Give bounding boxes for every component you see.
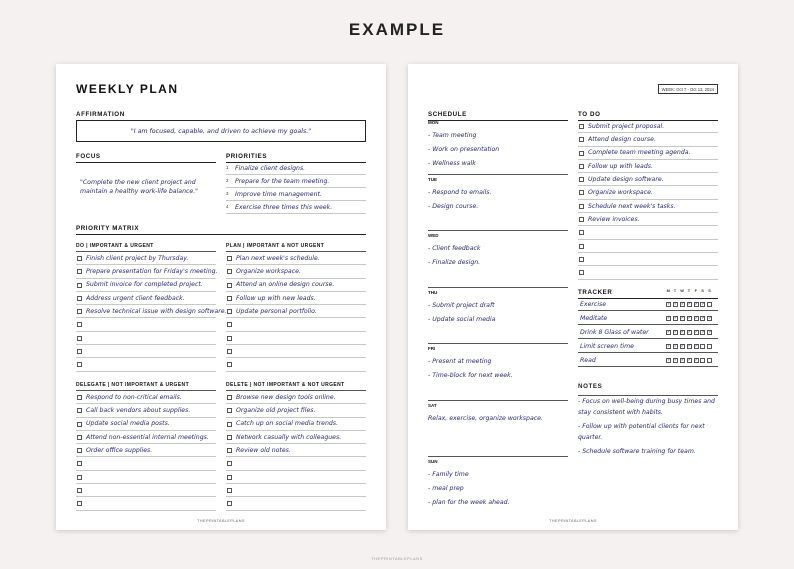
schedule-entry: - Submit project draft (428, 302, 495, 309)
item-text: Organize workspace. (588, 189, 653, 197)
checkbox[interactable] (77, 422, 82, 427)
note-item: - Schedule software training for team. (578, 448, 696, 455)
priority-number: 2 (226, 178, 229, 183)
list-item (226, 404, 366, 417)
day-label: SAT (428, 403, 437, 408)
checkbox[interactable] (579, 190, 584, 195)
checked-box[interactable]: ✓ (694, 301, 699, 307)
list-item (76, 471, 216, 484)
delete-list (226, 391, 366, 511)
schedule-entry: - Respond to emails. (428, 189, 492, 196)
checkbox[interactable] (77, 296, 82, 301)
schedule-entry: Relax, exercise, organize workspace. (428, 415, 543, 422)
tracker-day-label: F (694, 289, 698, 293)
tracker-row (578, 311, 718, 325)
checked-box[interactable]: ✓ (701, 329, 706, 335)
schedule-day-sat (428, 403, 568, 426)
list-item (578, 133, 718, 146)
day-label: TUE (428, 177, 437, 182)
day-divider (428, 287, 568, 288)
checked-box[interactable]: ✓ (680, 315, 685, 321)
habit-name: Read (580, 356, 596, 364)
checked-box[interactable]: ✓ (687, 357, 692, 363)
item-text: Resolve technical issue with design software. (86, 307, 227, 315)
checkbox[interactable] (227, 336, 232, 341)
item-text: Schedule next week's tasks. (588, 202, 676, 210)
day-entries (428, 242, 568, 270)
footer-brand: THEPRINTABLEPLANS (371, 556, 423, 561)
schedule-day-thu (428, 290, 568, 327)
list-item (76, 497, 216, 510)
checked-box[interactable]: ✓ (708, 329, 713, 335)
checkbox[interactable] (77, 322, 82, 327)
list-item (76, 265, 216, 278)
item-text: Organize workspace. (236, 268, 301, 276)
schedule-page (408, 64, 738, 530)
list-item (226, 305, 366, 318)
item-text: Update personal portfolio. (236, 307, 317, 315)
checked-box[interactable]: ✓ (673, 343, 678, 349)
schedule-day-wed (428, 233, 568, 270)
schedule-entry: - Design course. (428, 203, 479, 210)
checkbox[interactable] (579, 244, 584, 249)
habit-checks (666, 344, 712, 349)
list-item (578, 240, 718, 253)
list-item (578, 213, 718, 226)
list-item (76, 332, 216, 345)
checkbox[interactable] (227, 501, 232, 506)
list-item (578, 186, 718, 199)
schedule-day-fri (428, 346, 568, 383)
tracker-row (578, 325, 718, 339)
checkbox[interactable] (77, 475, 82, 480)
focus-line-1: "Complete the new client project and (80, 179, 196, 186)
checkbox[interactable] (77, 448, 82, 453)
list-item (226, 484, 366, 497)
schedule-entry: - Finalize design. (428, 259, 481, 266)
item-text: Complete team meeting agenda. (588, 149, 691, 157)
list-item (578, 147, 718, 160)
habit-name: Meditate (580, 314, 608, 322)
priority-number: 4 (226, 204, 229, 209)
checkbox[interactable] (227, 488, 232, 493)
list-item (76, 252, 216, 265)
checked-box[interactable]: ✓ (701, 315, 706, 321)
list-item (578, 120, 718, 133)
focus-text (80, 178, 198, 196)
tracker-days (666, 289, 712, 293)
list-item (226, 345, 366, 358)
item-text: Attend non-essential internal meetings. (86, 433, 209, 441)
checkbox[interactable] (579, 217, 584, 222)
tracker-day-label: T (687, 289, 691, 293)
todo-label: TO DO (578, 111, 718, 121)
schedule-days (428, 120, 568, 510)
checked-box[interactable]: ✓ (673, 315, 678, 321)
notes-list (578, 397, 720, 462)
checkbox[interactable] (77, 269, 82, 274)
tracker-day-label: M (666, 289, 671, 293)
notes-label: NOTES (578, 383, 603, 390)
list-item (226, 332, 366, 345)
item-text: Prepare presentation for Friday's meeting. (86, 268, 218, 276)
habit-name: Limit screen time (580, 342, 634, 350)
list-item (226, 252, 366, 265)
day-entries (428, 468, 568, 510)
checkbox[interactable] (579, 270, 584, 275)
item-text: Attend design course. (588, 136, 656, 144)
checkbox[interactable] (579, 151, 584, 156)
checkbox[interactable] (227, 283, 232, 288)
list-item (578, 160, 718, 173)
checked-box[interactable]: ✓ (680, 357, 685, 363)
schedule-entry: - Client feedback (428, 245, 481, 252)
item-text: Organize old project files. (236, 407, 316, 415)
day-entries (428, 412, 568, 426)
schedule-day-tue (428, 177, 568, 214)
day-label: WED (428, 233, 439, 238)
item-text: Submit project proposal. (588, 122, 665, 130)
checkbox[interactable] (579, 137, 584, 142)
item-text: Finish client project by Thursday. (86, 254, 189, 262)
tracker-row (578, 297, 718, 311)
list-item (76, 318, 216, 331)
checkbox[interactable] (227, 461, 232, 466)
list-item (226, 279, 366, 292)
priorities-label: PRIORITIES (226, 153, 366, 163)
item-text: Update design software. (588, 175, 664, 183)
item-text: Review invoices. (588, 215, 640, 223)
list-item (226, 444, 366, 457)
item-text: Submit invoice for completed project. (86, 281, 203, 289)
checkbox[interactable] (77, 395, 82, 400)
habit-name: Drink 8 Glass of water (580, 328, 649, 336)
checked-box[interactable]: ✓ (701, 301, 706, 307)
day-divider (428, 456, 568, 457)
affirmation-box (76, 120, 366, 142)
delegate-list (76, 391, 216, 511)
habit-checks (666, 330, 712, 335)
item-text: Catch up on social media trends. (236, 420, 338, 428)
priorities-list (226, 162, 366, 214)
priority-item (226, 162, 366, 175)
day-divider (428, 174, 568, 175)
tracker-title: TRACKER (578, 289, 613, 296)
checkbox[interactable] (77, 408, 82, 413)
checkbox[interactable] (579, 164, 584, 169)
list-item (226, 358, 366, 371)
checkbox[interactable] (227, 435, 232, 440)
checkbox[interactable] (227, 448, 232, 453)
list-item (76, 444, 216, 457)
tracker-list (578, 297, 718, 367)
checkbox[interactable] (579, 124, 584, 129)
focus-line-2: maintain a healthy work-life balance." (80, 188, 199, 195)
tracker-day-label: S (708, 289, 712, 293)
checked-box[interactable]: ✓ (687, 343, 692, 349)
list-item (226, 471, 366, 484)
checkbox[interactable] (227, 475, 232, 480)
checkbox[interactable] (77, 362, 82, 367)
page-brand: THEPRINTABLEPLANS (197, 519, 245, 523)
tracker-row (578, 353, 718, 367)
priority-item (226, 201, 366, 214)
item-text: Call back vendors about supplies. (86, 407, 191, 415)
checkbox[interactable] (77, 488, 82, 493)
priority-number: 3 (226, 191, 229, 196)
list-item (76, 358, 216, 371)
list-item (76, 484, 216, 497)
list-item (578, 266, 718, 279)
schedule-day-sun (428, 459, 568, 510)
checked-box[interactable]: ✓ (680, 329, 685, 335)
item-text: Update social media posts. (86, 420, 170, 428)
priority-text: Prepare for the team meeting. (235, 177, 330, 185)
checkbox[interactable] (77, 283, 82, 288)
day-divider (428, 400, 568, 401)
day-entries (428, 186, 568, 214)
priority-item (226, 188, 366, 201)
checkbox[interactable] (227, 269, 232, 274)
checked-box[interactable]: ✓ (680, 301, 685, 307)
checkbox[interactable] (227, 322, 232, 327)
checkbox[interactable] (227, 395, 232, 400)
weekly-plan-page (56, 64, 386, 530)
item-text: Follow up with new leads. (236, 294, 316, 302)
day-divider (428, 230, 568, 231)
list-item (76, 457, 216, 470)
schedule-label: SCHEDULE (428, 111, 568, 121)
empty-box[interactable] (700, 358, 705, 363)
list-item (76, 345, 216, 358)
schedule-entry: - plan for the week ahead. (428, 499, 510, 506)
checked-box[interactable]: ✓ (667, 329, 671, 335)
note-item: - Follow up with potential clients for next quarter. (578, 423, 705, 441)
checkbox[interactable] (77, 435, 82, 440)
habit-name: Exercise (580, 300, 607, 308)
list-item (76, 305, 227, 318)
day-entries (428, 129, 568, 171)
checkbox[interactable] (579, 177, 584, 182)
empty-box[interactable] (707, 344, 712, 349)
checked-box[interactable]: ✓ (694, 343, 699, 349)
checked-box[interactable]: ✓ (673, 357, 678, 363)
checkbox[interactable] (227, 408, 232, 413)
list-item (226, 497, 366, 510)
item-text: Review old notes. (236, 446, 291, 454)
checked-box[interactable]: ✓ (673, 301, 678, 307)
checkbox[interactable] (227, 296, 232, 301)
day-divider (428, 343, 568, 344)
checkbox[interactable] (579, 204, 584, 209)
list-item (76, 431, 216, 444)
do-quadrant-label: DO | IMPORTANT & URGENT (76, 243, 216, 252)
plan-quadrant-label: PLAN | IMPORTANT & NOT URGENT (226, 243, 366, 252)
checked-box[interactable]: ✓ (694, 315, 699, 321)
checkbox[interactable] (227, 349, 232, 354)
priority-item (226, 175, 366, 188)
delete-quadrant-label: DELETE | NOT IMPORTANT & NOT URGENT (226, 382, 366, 391)
list-item (578, 226, 718, 239)
checked-box[interactable]: ✓ (687, 315, 692, 321)
page-title: WEEKLY PLAN (76, 82, 179, 96)
list-item (226, 292, 366, 305)
list-item (76, 404, 216, 417)
checkbox[interactable] (77, 336, 82, 341)
list-item (226, 457, 366, 470)
tracker-day-label: S (701, 289, 705, 293)
list-item (578, 173, 718, 186)
habit-checks (666, 316, 712, 321)
list-item (578, 200, 718, 213)
affirmation-text: "I am focused, capable, and driven to achieve my goals." (130, 127, 312, 135)
checkbox[interactable] (77, 349, 82, 354)
checked-box[interactable]: ✓ (708, 315, 713, 321)
list-item (76, 418, 216, 431)
checked-box[interactable]: ✓ (694, 329, 699, 335)
checkbox[interactable] (579, 257, 584, 262)
schedule-entry: - Work on presentation (428, 146, 500, 153)
week-range: WEEK: Oct 7 - Oct 13, 2024 (658, 84, 718, 94)
list-item (578, 253, 718, 266)
schedule-entry: - Present at meeting (428, 358, 492, 365)
checkbox[interactable] (227, 256, 232, 261)
todo-list (578, 120, 718, 280)
checked-box[interactable]: ✓ (687, 301, 692, 307)
habit-checks (666, 358, 712, 363)
plan-list (226, 252, 366, 372)
day-label: THU (428, 290, 438, 295)
checked-box[interactable]: ✓ (694, 357, 699, 363)
tracker-day-label: T (673, 289, 677, 293)
item-text: Address urgent client feedback. (86, 294, 185, 302)
checkbox[interactable] (227, 362, 232, 367)
item-text: Plan next week's schedule. (236, 254, 320, 262)
tracker-day-label: W (680, 289, 685, 293)
schedule-entry: - Update social media (428, 316, 496, 323)
priority-text: Exercise three times this week. (235, 203, 333, 211)
checked-box[interactable]: ✓ (673, 329, 678, 335)
day-entries (428, 299, 568, 327)
note-item: - Focus on well-being during busy times and stay consistent with habits. (578, 398, 715, 416)
example-banner: EXAMPLE (348, 20, 446, 39)
empty-box[interactable] (700, 344, 705, 349)
priority-matrix-label: PRIORITY MATRIX (76, 225, 366, 235)
empty-box[interactable] (707, 302, 712, 307)
priority-number: 1 (226, 165, 229, 170)
list-item (76, 391, 216, 404)
list-item (76, 292, 216, 305)
tracker-row (578, 339, 718, 353)
schedule-entry: - Family time (428, 471, 469, 478)
item-text: Browse new design tools online. (236, 393, 336, 401)
item-text: Attend an online design course. (236, 281, 335, 289)
item-text: Order office supplies. (86, 446, 153, 454)
list-item (226, 431, 366, 444)
schedule-entry: - meal prep (428, 485, 464, 492)
habit-checks (666, 302, 712, 307)
item-text: Follow up with leads. (588, 162, 653, 170)
list-item (226, 265, 366, 278)
list-item (226, 318, 366, 331)
empty-box[interactable] (707, 358, 712, 363)
day-label: MON (428, 120, 439, 125)
checked-box[interactable]: ✓ (680, 343, 685, 349)
affirmation-label: AFFIRMATION (76, 111, 125, 118)
page-brand: THEPRINTABLEPLANS (549, 519, 597, 523)
checkbox[interactable] (579, 230, 584, 235)
delegate-quadrant-label: DELEGATE | NOT IMPORTANT & URGENT (76, 382, 216, 391)
checked-box[interactable]: ✓ (667, 343, 671, 349)
checkbox[interactable] (77, 501, 82, 506)
day-label: FRI (428, 346, 436, 351)
checkbox[interactable] (227, 309, 232, 314)
checked-box[interactable]: ✓ (687, 329, 692, 335)
schedule-day-mon (428, 120, 568, 171)
notes-header (578, 375, 718, 396)
schedule-entry: - Team meeting (428, 132, 477, 139)
list-item (76, 279, 216, 292)
focus-label: FOCUS (76, 153, 216, 163)
day-entries (428, 355, 568, 383)
checkbox[interactable] (77, 461, 82, 466)
day-label: SUN (428, 459, 438, 464)
checkbox[interactable] (77, 256, 82, 261)
checked-box[interactable]: ✓ (667, 301, 671, 307)
checkbox[interactable] (77, 309, 82, 314)
checked-box[interactable]: ✓ (667, 357, 671, 363)
item-text: Respond to non-critical emails. (86, 393, 182, 401)
list-item (226, 418, 366, 431)
checkbox[interactable] (227, 422, 232, 427)
priority-text: Finalize client designs. (235, 164, 306, 172)
priority-text: Improve time management. (235, 190, 322, 198)
checked-box[interactable]: ✓ (667, 315, 671, 321)
do-list (76, 252, 227, 372)
schedule-entry: - Wellness walk (428, 160, 476, 167)
list-item (226, 391, 366, 404)
item-text: Network casually with colleagues. (236, 433, 342, 441)
schedule-entry: - Time-block for next week. (428, 372, 513, 379)
